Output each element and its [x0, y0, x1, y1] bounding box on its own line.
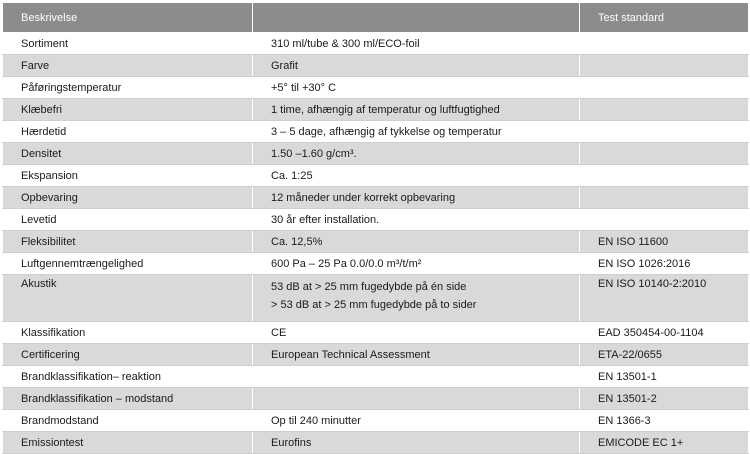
row-value: Ca. 12,5% [253, 231, 580, 253]
row-standard [580, 209, 749, 231]
row-value: +5° til +30° C [253, 77, 580, 99]
header-test-standard: Test standard [580, 3, 749, 33]
table-row [3, 388, 749, 410]
row-value-line-2: > 53 dB at > 25 mm fugedybde på to sider [271, 299, 477, 311]
row-value: 3 – 5 dage, afhængig af tykkelse og temperatur [253, 121, 580, 143]
row-value [253, 366, 580, 388]
row-value-line-1: 53 dB at > 25 mm fugedybde på én side [271, 281, 467, 293]
row-standard: EN ISO 10140-2:2010 [580, 275, 749, 322]
table-row [3, 410, 749, 432]
row-standard: EMICODE EC 1+ [580, 432, 749, 454]
table-row [3, 253, 749, 275]
row-standard: EN 13501-1 [580, 366, 749, 388]
row-value: Ca. 1:25 [253, 165, 580, 187]
row-description: Farve [3, 55, 253, 77]
row-standard [580, 187, 749, 209]
row-value: Op til 240 minutter [253, 410, 580, 432]
row-standard [580, 99, 749, 121]
table-row [3, 366, 749, 388]
row-description: Emissiontest [3, 432, 253, 454]
row-value: 600 Pa – 25 Pa 0.0/0.0 m³/t/m² [253, 253, 580, 275]
row-value: 1 time, afhængig af temperatur og luftfugtighed [253, 99, 580, 121]
table-row [3, 143, 749, 165]
row-standard [580, 121, 749, 143]
table-row [3, 77, 749, 99]
row-value: 310 ml/tube & 300 ml/ECO-foil [253, 33, 580, 55]
table-row [3, 432, 749, 454]
specification-table [2, 2, 749, 454]
row-description: Brandklassifikation – modstand [3, 388, 253, 410]
row-standard: EAD 350454-00-1104 [580, 322, 749, 344]
row-standard [580, 33, 749, 55]
row-value [253, 275, 580, 322]
row-value: 1.50 –1.60 g/cm³. [253, 143, 580, 165]
table-row [3, 165, 749, 187]
row-standard: EN 13501-2 [580, 388, 749, 410]
row-description: Opbevaring [3, 187, 253, 209]
table-row [3, 187, 749, 209]
row-value: Grafit [253, 55, 580, 77]
table-row [3, 231, 749, 253]
row-value [253, 388, 580, 410]
row-standard [580, 55, 749, 77]
header-value [253, 3, 580, 33]
table-row [3, 33, 749, 55]
row-standard: ETA-22/0655 [580, 344, 749, 366]
row-description: Hærdetid [3, 121, 253, 143]
table-row [3, 275, 749, 322]
row-standard [580, 77, 749, 99]
row-description: Fleksibilitet [3, 231, 253, 253]
table-row [3, 209, 749, 231]
row-description: Sortiment [3, 33, 253, 55]
row-standard: EN ISO 11600 [580, 231, 749, 253]
row-description: Klassifikation [3, 322, 253, 344]
row-standard: EN ISO 1026:2016 [580, 253, 749, 275]
row-value: CE [253, 322, 580, 344]
row-description: Certificering [3, 344, 253, 366]
table-row [3, 99, 749, 121]
table-header-row [3, 3, 749, 33]
header-description: Beskrivelse [3, 3, 253, 33]
row-value: European Technical Assessment [253, 344, 580, 366]
row-description: Påføringstemperatur [3, 77, 253, 99]
table-row [3, 322, 749, 344]
row-description: Levetid [3, 209, 253, 231]
table-row [3, 55, 749, 77]
row-standard [580, 143, 749, 165]
table-row [3, 344, 749, 366]
row-description: Brandmodstand [3, 410, 253, 432]
row-value: Eurofins [253, 432, 580, 454]
row-standard [580, 165, 749, 187]
row-description: Luftgennemtrængelighed [3, 253, 253, 275]
row-standard: EN 1366-3 [580, 410, 749, 432]
row-value: 12 måneder under korrekt opbevaring [253, 187, 580, 209]
row-description: Klæbefri [3, 99, 253, 121]
row-value: 30 år efter installation. [253, 209, 580, 231]
row-description: Ekspansion [3, 165, 253, 187]
row-description: Akustik [3, 275, 253, 322]
table-row [3, 121, 749, 143]
row-description: Brandklassifikation– reaktion [3, 366, 253, 388]
row-description: Densitet [3, 143, 253, 165]
